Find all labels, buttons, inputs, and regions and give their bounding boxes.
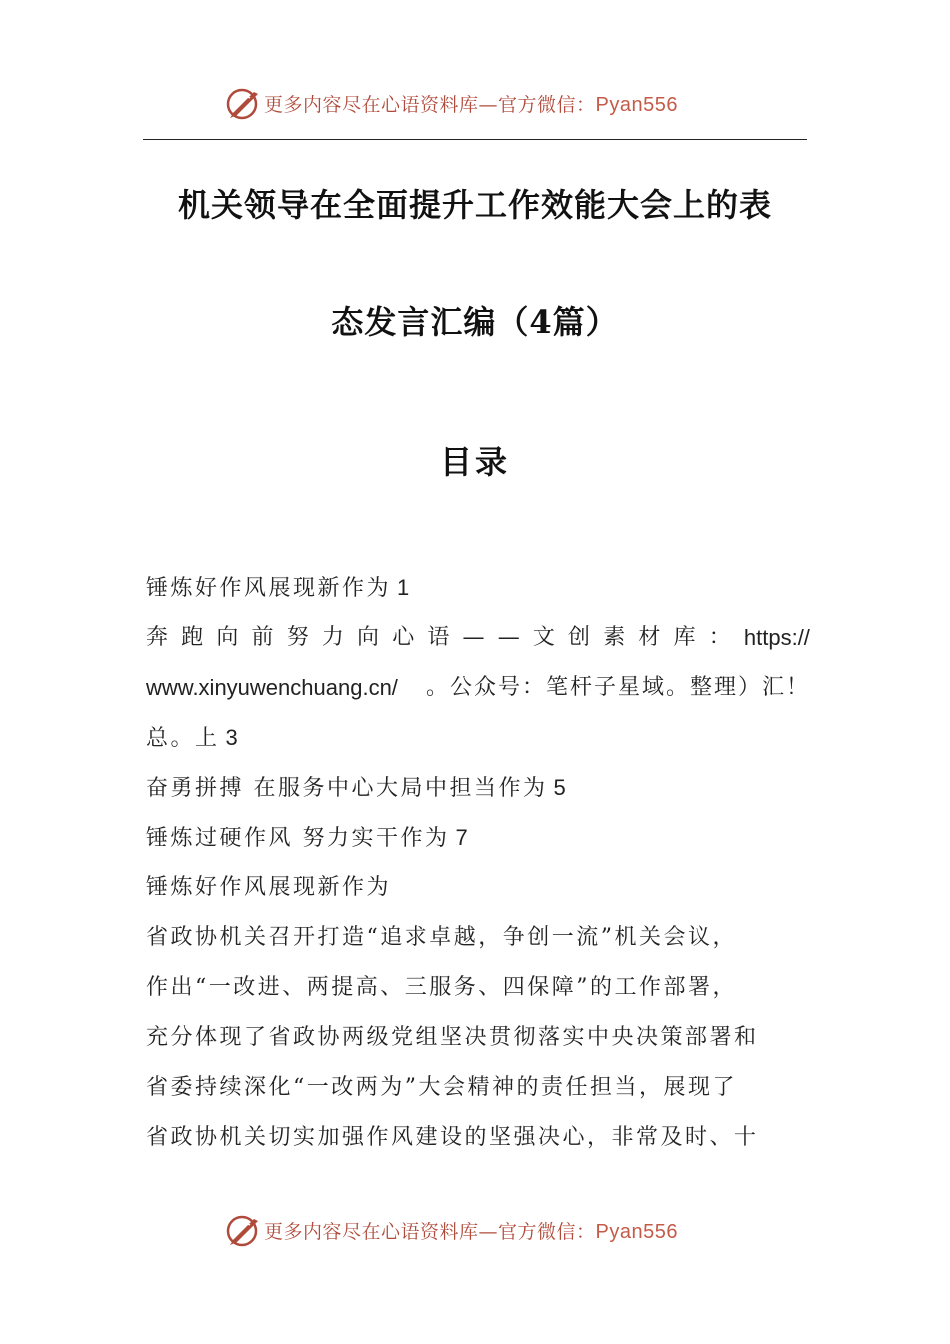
spread-char: 材 (638, 625, 661, 650)
toc-entry-text: 奋勇拼搏 在服务中心大局中担当作为 (146, 776, 548, 801)
watermark-handle: Pyan556 (595, 94, 678, 116)
paragraph-line: 省政协机关召开打造“追求卓越，争创一流”机关会议， (146, 925, 737, 950)
url-prefix: https:// (743, 625, 810, 650)
toc-entry-text: 锤炼好作风展现新作为 (146, 576, 392, 601)
toc-entry (146, 816, 810, 866)
spread-char: 语 (427, 625, 450, 650)
footer-watermark (0, 1205, 950, 1255)
spread-char: 文 (532, 625, 555, 650)
pen-logo-icon (224, 1211, 264, 1251)
toc-entry-page: 3 (225, 725, 241, 750)
toc-entry-text: 总。上 (146, 726, 220, 751)
spread-char: — (462, 625, 485, 650)
document-body (146, 566, 810, 1166)
toc-entry-text: 锤炼过硬作风 努力实干作为 (146, 826, 450, 851)
spread-char: 库 (673, 625, 696, 650)
toc-entry-continued (146, 666, 810, 716)
spread-char: 向 (216, 625, 239, 650)
section-heading: 锤炼好作风展现新作为 (146, 875, 392, 900)
paragraph-line: 充分体现了省政协两级党组坚决贯彻落实中央决策部署和 (146, 1025, 759, 1050)
watermark-text (264, 90, 678, 117)
spread-char: 努 (286, 625, 309, 650)
spread-char: — (497, 625, 520, 650)
watermark-handle: Pyan556 (595, 1221, 678, 1243)
document-title-line-2: 态发言汇编（4篇） (331, 303, 619, 341)
watermark-label: 更多内容尽在心语资料库—官方微信： (264, 1221, 596, 1243)
pen-logo-icon (224, 84, 264, 124)
spread-char: 创 (568, 625, 591, 650)
toc-entry-spread (146, 616, 810, 666)
toc-entry (146, 766, 810, 816)
spread-char: 跑 (181, 625, 204, 650)
spread-char: 向 (357, 625, 380, 650)
spread-char: 前 (251, 625, 274, 650)
spread-char: 心 (392, 625, 415, 650)
spread-char: 奔 (146, 625, 169, 650)
document-title-line-1: 机关领导在全面提升工作效能大会上的表 (177, 186, 772, 224)
url-text: www.xinyuwenchuang.cn/ (146, 675, 398, 700)
toc-entry-page: 7 (455, 825, 471, 850)
header-divider (143, 139, 807, 140)
toc-entry-page: 5 (553, 775, 569, 800)
toc-entry-page: 1 (397, 575, 412, 600)
spread-char: 力 (321, 625, 344, 650)
paragraph-line: 省政协机关切实加强作风建设的坚强决心，非常及时、十 (146, 1125, 759, 1150)
header-watermark (0, 78, 950, 128)
spread-char: 素 (603, 625, 626, 650)
watermark-label: 更多内容尽在心语资料库—官方微信： (264, 94, 596, 116)
paragraph-line: 省委持续深化“一改两为”大会精神的责任担当，展现了 (146, 1075, 737, 1100)
spread-char: ： (708, 625, 731, 650)
toc-heading: 目录 (439, 443, 510, 481)
watermark-text (264, 1217, 678, 1244)
toc-entry (146, 716, 810, 766)
toc-entry (146, 566, 810, 616)
paragraph-line: 作出“一改进、两提高、三服务、四保障”的工作部署， (146, 975, 737, 1000)
toc-entry-text: 。公众号：笔杆子星域。整理）汇！ (425, 675, 810, 700)
